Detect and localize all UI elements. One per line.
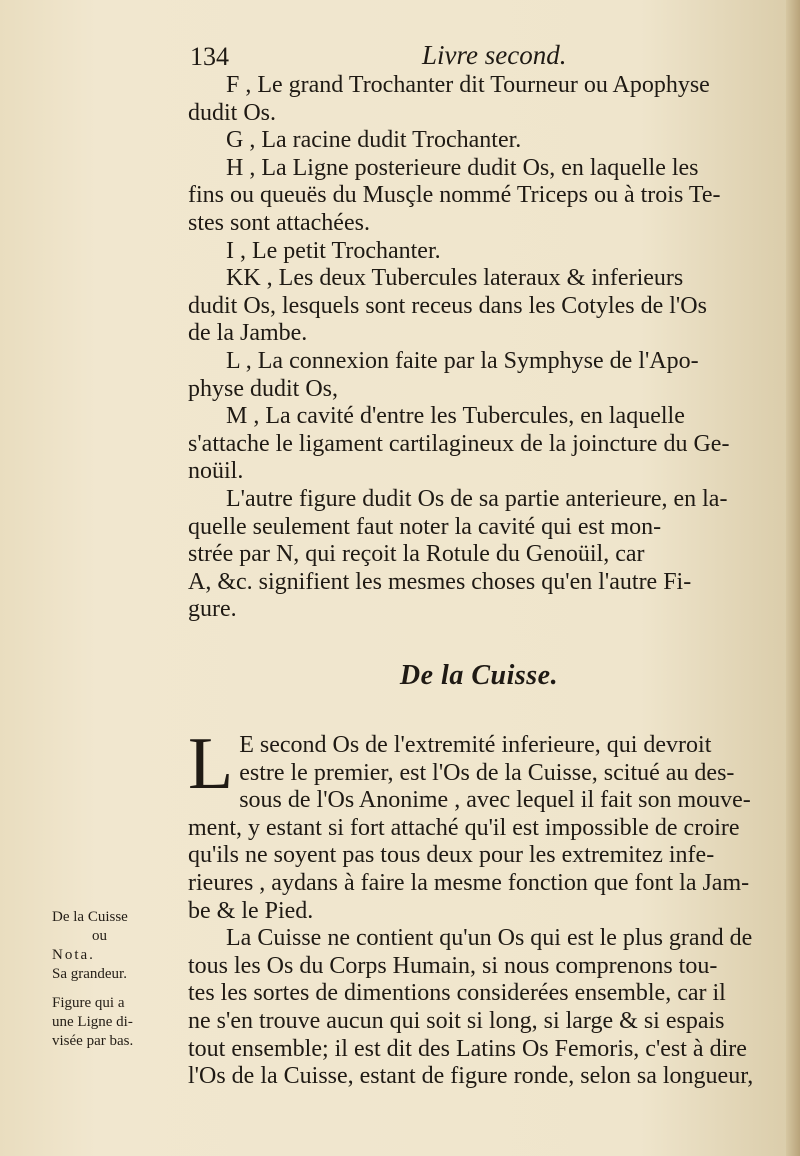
text-line: dudit Os, lesquels sont receus dans les Cotyles de l'Os: [188, 292, 707, 319]
text-line: l'Os de la Cuisse, estant de figure ronde, selon sa longueur,: [188, 1063, 754, 1090]
text-line: be & le Pied.: [188, 897, 314, 924]
margin-note: une Ligne di-: [52, 1014, 133, 1030]
text-line: s'attache le ligament cartilagineux de la joincture du Ge-: [188, 430, 730, 457]
text-line: quelle seulement faut noter la cavité qui est mon-: [188, 513, 662, 540]
margin-note-gap: [52, 984, 172, 994]
page-edge: [786, 0, 800, 1156]
text-line: G , La racine dudit Trochanter.: [226, 127, 522, 154]
text-line: A, &c. signifient les mesmes choses qu'en l'autre Fi-: [188, 568, 692, 595]
section-title: De la Cuisse.: [399, 660, 559, 691]
text-line: estre le premier, est l'Os de la Cuisse, scitué au des-: [239, 759, 735, 786]
legend-text-block: [188, 72, 766, 624]
text-line: La Cuisse ne contient qu'un Os qui est le plus grand de: [226, 925, 753, 952]
text-line: physe dudit Os,: [188, 375, 338, 402]
text-line: tes les sortes de dimentions considerées ensemble, car il: [188, 980, 726, 1007]
margin-note: ou: [92, 928, 107, 944]
text-line: qu'ils ne soyent pas tous deux pour les extremitez infe-: [188, 842, 715, 869]
text-line: E second Os de l'extremité inferieure, qui devroit: [239, 732, 712, 758]
text-line: M , La cavité d'entre les Tubercules, en laquelle: [226, 403, 685, 430]
text-line: I , Le petit Trochanter.: [226, 237, 441, 264]
margin-note: Sa grandeur.: [52, 966, 127, 982]
text-line: H , La Ligne posterieure dudit Os, en laquelle les: [226, 154, 699, 181]
text-line: stes sont attachées.: [188, 209, 370, 236]
text-line: de la Jambe.: [188, 320, 308, 347]
text-line: ne s'en trouve aucun qui soit si long, si large & si espais: [188, 1007, 725, 1034]
text-line: F , Le grand Trochanter dit Tourneur ou Apophyse: [226, 72, 710, 98]
running-title: Livre second.: [422, 40, 567, 70]
text-line: noüil.: [188, 458, 244, 485]
main-text-block: [188, 723, 766, 1091]
page-number: 134: [190, 42, 229, 71]
text-line: L , La connexion faite par la Symphyse de l'Apo-: [226, 347, 699, 374]
drop-capital: L: [188, 723, 234, 805]
text-line: sous de l'Os Anonime , avec lequel il fait son mouve-: [239, 787, 751, 814]
text-line: fins ou queuës du Musçle nommé Triceps ou à trois Te-: [188, 182, 721, 209]
margin-note: visée par bas.: [52, 1033, 134, 1049]
text-line: tout ensemble; il est dit des Latins Os Femoris, c'est à dire: [188, 1035, 747, 1062]
margin-note: Figure qui a: [52, 995, 125, 1011]
page-header: [190, 40, 770, 76]
margin-note: Nota.: [52, 947, 95, 963]
text-line: tous les Os du Corps Humain, si nous comprenons tou-: [188, 952, 718, 979]
text-line: ment, y estant si fort attaché qu'il est impossible de croire: [188, 814, 740, 841]
text-line: KK , Les deux Tubercules lateraux & inferieurs: [226, 265, 684, 292]
text-line: L'autre figure dudit Os de sa partie anterieure, en la-: [226, 485, 728, 512]
margin-note: De la Cuisse: [52, 909, 128, 925]
text-line: strée par N, qui reçoit la Rotule du Genoüil, car: [188, 541, 645, 568]
text-line: rieures , aydans à faire la mesme fonction que font la Jam-: [188, 869, 750, 896]
text-line: dudit Os.: [188, 99, 277, 126]
margin-notes: [52, 908, 172, 1051]
text-line: gure.: [188, 596, 237, 623]
